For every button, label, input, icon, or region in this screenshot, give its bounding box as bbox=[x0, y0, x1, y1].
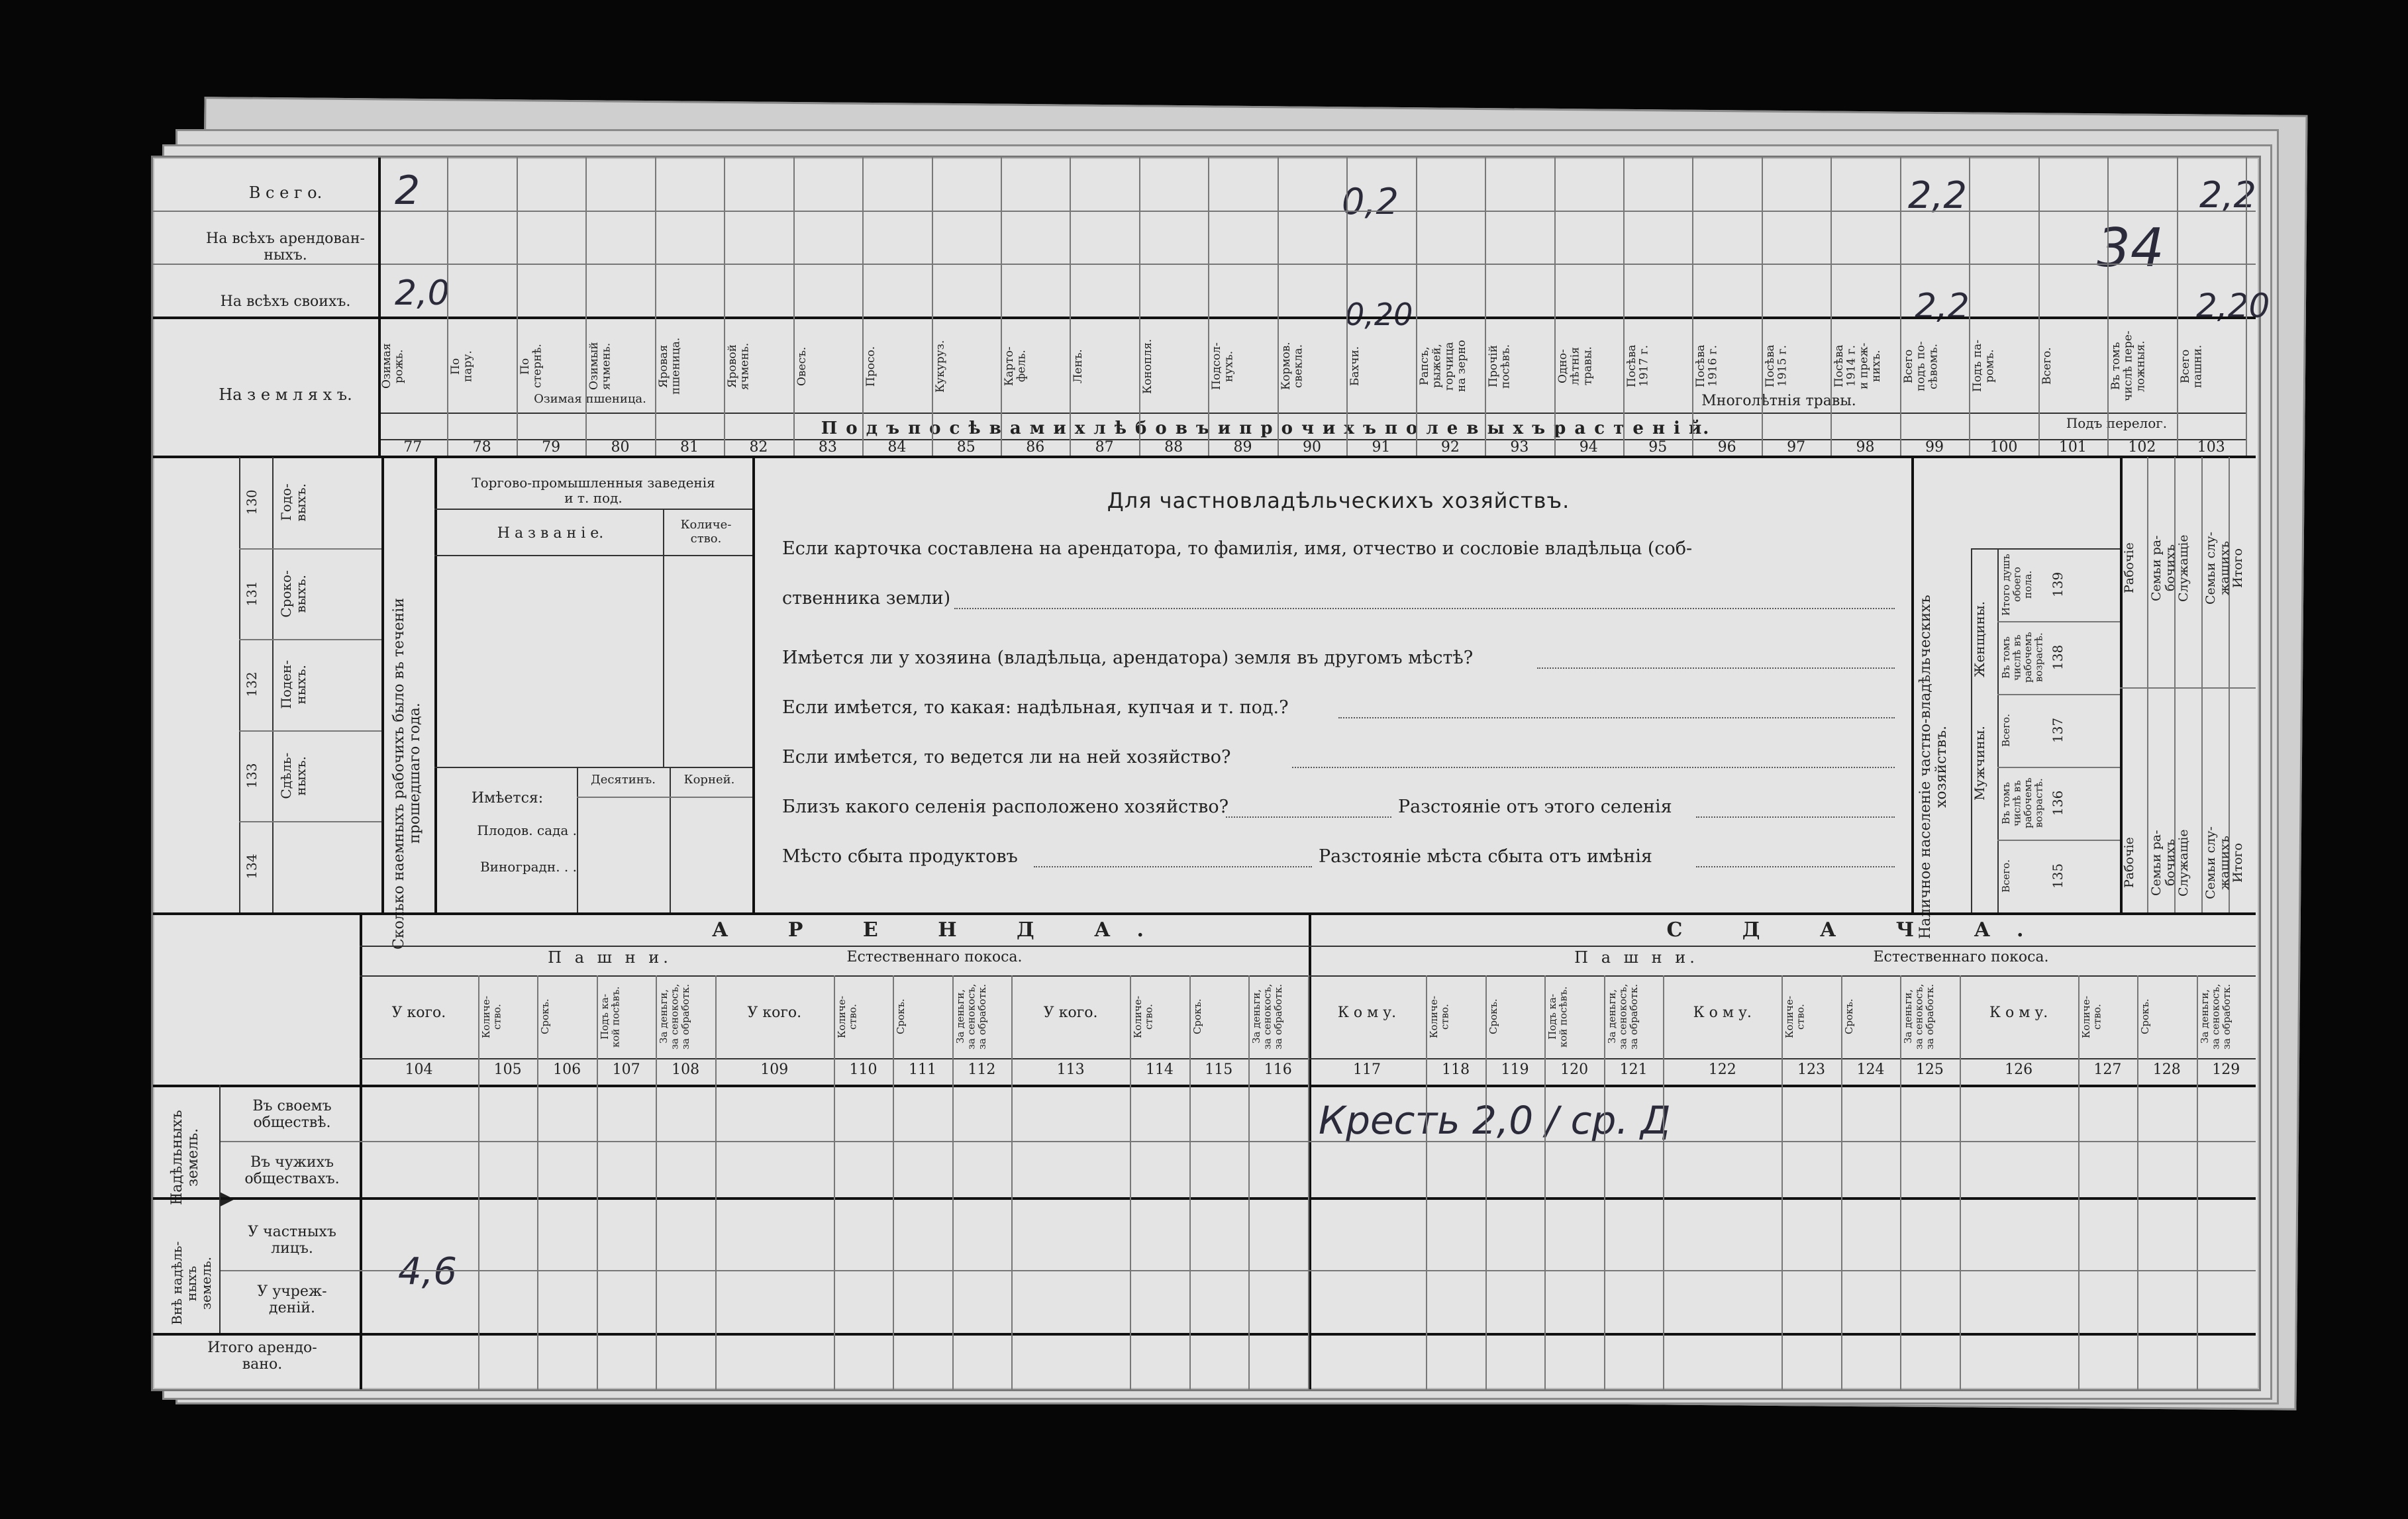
lease-col-label-105: Количе- ство. bbox=[479, 995, 503, 1038]
dots-q6b bbox=[1696, 866, 1895, 867]
lease-col-label-106: Срокъ. bbox=[539, 999, 552, 1035]
rule-trade-head bbox=[434, 555, 752, 556]
lease-col-label-116: За деньги, за сенокосъ, за обработк. bbox=[1250, 983, 1285, 1050]
lease-col-num-121: 121 bbox=[1619, 1061, 1648, 1078]
lease-col-num-127: 127 bbox=[2093, 1061, 2122, 1078]
rule-row-foreign bbox=[153, 1197, 2256, 1200]
lease-col-num-116: 116 bbox=[1264, 1061, 1292, 1078]
rule-lease-col bbox=[1900, 975, 1901, 1389]
lease-col-num-119: 119 bbox=[1501, 1061, 1529, 1078]
population-vertical-label: Наличное населеніе частно-владѣльческихъ хозяйствъ. bbox=[1917, 595, 1950, 939]
hw-r3-77: 2,0 bbox=[395, 273, 450, 313]
trade-qty-header: Количе- ство. bbox=[680, 518, 732, 546]
trade-has: Имѣется: bbox=[471, 790, 544, 807]
row-private: У частныхъ лицъ. bbox=[248, 1224, 336, 1257]
rule-band-top bbox=[378, 413, 2246, 414]
right-bot-1: Семьи ра- бочихъ bbox=[2149, 830, 2178, 896]
row-vne: Внѣ надѣль- ныхъ земель. bbox=[169, 1241, 214, 1326]
rule-lease-col bbox=[1781, 975, 1783, 1389]
lease-col-num-124: 124 bbox=[1856, 1061, 1885, 1078]
pop-num-136: 136 bbox=[2050, 790, 2066, 816]
dots-q5a bbox=[1226, 816, 1391, 818]
rule-lease-col bbox=[2137, 975, 2138, 1389]
rule-crop-col bbox=[447, 158, 448, 456]
rule-crop-col bbox=[517, 158, 518, 456]
private-q5a: Близъ какого селенія расположено хозяйство? bbox=[782, 797, 1229, 817]
lease-col-label-126: К о м у. bbox=[1989, 1004, 2048, 1021]
lease-col-num-129: 129 bbox=[2212, 1061, 2240, 1078]
arenda-pokos: Естественнаго покоса. bbox=[846, 949, 1023, 965]
crop-col-label-88: Конопля. bbox=[1140, 338, 1154, 394]
trade-name-header: Н а з в а н і е. bbox=[497, 525, 604, 542]
rule-crop-col bbox=[1900, 158, 1901, 456]
private-q3: Если имѣется, то какая: надѣльная, купчая и т. под.? bbox=[782, 697, 1289, 718]
row-label-total: В с е г о. bbox=[248, 183, 323, 202]
crop-col-num-100: 100 bbox=[1989, 439, 2018, 456]
lease-col-num-104: 104 bbox=[405, 1061, 433, 1078]
right-top-1: Семьи ра- бочихъ bbox=[2149, 535, 2178, 601]
rule-row-own bbox=[219, 1141, 2256, 1142]
lease-col-num-115: 115 bbox=[1205, 1061, 1233, 1078]
hw-r1-103: 2,2 bbox=[2199, 174, 2256, 216]
trade-korney: Корней. bbox=[683, 773, 735, 787]
pop-label-139: Итого душъ обоего пола. bbox=[2000, 554, 2034, 616]
lease-col-label-107: Подъ ка- кой посѣвъ. bbox=[598, 986, 622, 1048]
pop-num-137: 137 bbox=[2050, 717, 2066, 744]
hw-r3-103: 2,20 bbox=[2196, 287, 2270, 325]
crop-col-num-103: 103 bbox=[2197, 439, 2225, 456]
hw-r1-77: 2 bbox=[395, 168, 421, 214]
lease-col-label-127: Количе- ство. bbox=[2080, 995, 2103, 1038]
rule-crop-col bbox=[1554, 158, 1556, 456]
row-label-own: На всѣхъ своихъ. bbox=[220, 293, 351, 310]
row-label-lands: На з е м л я х ъ. bbox=[219, 385, 352, 404]
row-institutions: У учреж- деній. bbox=[257, 1283, 327, 1317]
arenda-pashni: П а ш н и. bbox=[548, 948, 672, 967]
rule-crop-col bbox=[1139, 158, 1140, 456]
rule-pop-row bbox=[1997, 840, 2120, 841]
lease-col-num-113: 113 bbox=[1056, 1061, 1085, 1078]
rule-lease-col bbox=[1841, 975, 1842, 1389]
crop-col-num-90: 90 bbox=[1302, 439, 1321, 456]
rule-crop-col bbox=[724, 158, 725, 456]
crop-col-label-93: Прочій посѣвъ. bbox=[1487, 344, 1513, 389]
rule-right-col bbox=[2147, 457, 2148, 912]
rule-lease-col bbox=[1248, 975, 1250, 1389]
private-q1a: Если карточка составлена на арендатора, то фамилія, имя, отчество и сословіе владѣльца (соб- bbox=[782, 538, 1693, 559]
lease-col-label-112: За деньги, за сенокосъ, за обработк. bbox=[954, 983, 988, 1050]
lease-col-num-122: 122 bbox=[1708, 1061, 1736, 1078]
pop-men-label: Мужчины. bbox=[1972, 726, 1987, 801]
lease-col-num-117: 117 bbox=[1352, 1061, 1381, 1078]
crop-col-label-91: Бахчи. bbox=[1348, 346, 1362, 387]
row-total-leased: Итого арендо- вано. bbox=[207, 1340, 317, 1373]
crop-col-num-94: 94 bbox=[1579, 439, 1598, 456]
private-q6b: Разстояніе мѣста сбыта отъ имѣнія bbox=[1319, 846, 1652, 867]
rule-top-row1 bbox=[153, 211, 2256, 212]
sdacha-pokos: Естественнаго покоса. bbox=[1873, 949, 2049, 965]
rule-crop-col bbox=[1969, 158, 1970, 456]
crop-col-num-96: 96 bbox=[1717, 439, 1736, 456]
rule-trade-has-col bbox=[577, 767, 578, 912]
crop-col-num-82: 82 bbox=[749, 439, 768, 456]
lease-col-label-111: Срокъ. bbox=[895, 999, 907, 1035]
rule-crop-col bbox=[2177, 158, 2178, 456]
perelog-subhead: Подъ перелог. bbox=[2066, 415, 2168, 431]
rule-lease-col bbox=[893, 975, 894, 1389]
rule-lease-col bbox=[1663, 975, 1664, 1389]
crop-col-label-80: Озимый ячмень. bbox=[587, 342, 614, 391]
rule-trade-has bbox=[434, 767, 752, 768]
pop-label-137: Всего. bbox=[2000, 714, 2012, 747]
dots-q3 bbox=[1338, 717, 1895, 718]
crop-col-label-79: По стернѣ. bbox=[518, 344, 544, 389]
crop-col-num-93: 93 bbox=[1510, 439, 1529, 456]
right-bot-4: Итого bbox=[2231, 843, 2245, 883]
rule-lease-col bbox=[715, 975, 717, 1389]
right-bot-0: Рабочіе bbox=[2122, 837, 2136, 889]
pop-women-label: Женщины. bbox=[1972, 601, 1987, 678]
rule-lease-col bbox=[597, 975, 598, 1389]
rule-crop-col bbox=[1692, 158, 1693, 456]
rule-lease-col bbox=[1189, 975, 1191, 1389]
rule-right-mid bbox=[2120, 687, 2256, 689]
rule-pop-row bbox=[1997, 694, 2120, 695]
rule-lease-col bbox=[834, 975, 835, 1389]
lease-col-num-106: 106 bbox=[553, 1061, 581, 1078]
rule-worker-row bbox=[239, 548, 381, 550]
ozimaya-subhead: Озимая пшеница. bbox=[534, 392, 646, 406]
worker-label-132: Поден- ныхъ. bbox=[278, 660, 309, 709]
rule-pop-top bbox=[1971, 548, 2120, 550]
lease-col-num-125: 125 bbox=[1915, 1061, 1944, 1078]
lease-col-label-118: Количе- ство. bbox=[1428, 995, 1451, 1038]
pop-num-135: 135 bbox=[2050, 863, 2066, 889]
hw-r3-99: 2,2 bbox=[1915, 287, 1970, 326]
lease-col-label-108: За деньги, за сенокосъ, за обработк. bbox=[658, 983, 692, 1050]
rule-lease-col bbox=[952, 975, 954, 1389]
worker-label-133: Сдѣль- ныхъ. bbox=[278, 752, 309, 799]
rule-crop-col bbox=[1208, 158, 1209, 456]
right-top-4: Итого bbox=[2231, 548, 2245, 588]
rule-lease-col bbox=[478, 975, 479, 1389]
crop-col-label-94: Одно- лѣтнія травы. bbox=[1556, 346, 1594, 386]
lease-col-num-108: 108 bbox=[672, 1061, 700, 1078]
lease-col-label-125: За деньги, за сенокосъ, за обработк. bbox=[1902, 983, 1936, 1050]
lease-col-num-114: 114 bbox=[1145, 1061, 1174, 1078]
crop-col-label-102: Въ томъ числѣ пере- ложныя. bbox=[2109, 330, 2148, 402]
right-top-2: Служащіе bbox=[2176, 534, 2191, 602]
hw-sdacha-entry: Кресть 2,0 / ср. Д bbox=[1319, 1098, 1671, 1143]
pop-num-139: 139 bbox=[2050, 571, 2066, 598]
row-own-society: Въ своемъ обществѣ. bbox=[252, 1098, 332, 1132]
crop-col-num-87: 87 bbox=[1095, 439, 1114, 456]
crop-col-label-100: Подъ па- ромъ. bbox=[1971, 340, 1997, 393]
private-q4: Если имѣется, то ведется ли на ней хозяйство? bbox=[782, 747, 1231, 767]
right-top-3: Семьи слу- жащихъ bbox=[2203, 532, 2232, 605]
lease-col-num-126: 126 bbox=[2005, 1061, 2033, 1078]
lease-col-num-128: 128 bbox=[2152, 1061, 2181, 1078]
crop-col-num-78: 78 bbox=[472, 439, 491, 456]
worker-label-130: Годо- выхъ. bbox=[278, 483, 309, 522]
crop-col-num-85: 85 bbox=[956, 439, 976, 456]
crop-col-num-86: 86 bbox=[1026, 439, 1045, 456]
rule-lease-col bbox=[1544, 975, 1546, 1389]
dots-q5b bbox=[1696, 816, 1895, 818]
rule-crop-col bbox=[655, 158, 656, 456]
rule-right-col bbox=[2174, 457, 2176, 912]
rule-lease-col bbox=[2197, 975, 2198, 1389]
crop-col-label-96: Посѣва 1916 г. bbox=[1694, 344, 1721, 388]
worker-num-134: 134 bbox=[244, 854, 260, 880]
rule-workers-num bbox=[272, 457, 274, 912]
crop-col-num-102: 102 bbox=[2128, 439, 2156, 456]
worker-num-132: 132 bbox=[244, 671, 260, 698]
dots-q4 bbox=[1292, 767, 1895, 768]
crop-col-label-85: Кукуруз. bbox=[933, 340, 947, 393]
census-card-sheet bbox=[151, 156, 2270, 1391]
rule-crop-col bbox=[1001, 158, 1002, 456]
rule-worker-row bbox=[239, 730, 381, 732]
rule-crop-col bbox=[1831, 158, 1832, 456]
rule-lease-nums bbox=[153, 1085, 2256, 1087]
pop-num-138: 138 bbox=[2050, 644, 2066, 671]
lease-col-label-119: Срокъ. bbox=[1487, 999, 1499, 1035]
crop-col-num-80: 80 bbox=[611, 439, 630, 456]
lease-col-label-114: Количе- ство. bbox=[1132, 995, 1155, 1038]
workers-vertical-label: Сколько наемныхъ рабочихъ было въ теченіи прошедшаго года. bbox=[391, 597, 424, 950]
crop-col-label-77: Озимая рожь. bbox=[380, 343, 406, 389]
rule-top-left bbox=[378, 158, 381, 456]
rule-pop-row bbox=[1997, 621, 2120, 622]
rule-worker-row bbox=[239, 639, 381, 640]
private-q1b: ственника земли) bbox=[782, 588, 951, 609]
sdacha-title: С Д А Ч А. bbox=[1666, 918, 2050, 942]
worker-num-131: 131 bbox=[244, 581, 260, 607]
lease-col-label-117: К о м у. bbox=[1337, 1004, 1397, 1021]
crop-col-label-82: Яровой ячмень. bbox=[726, 342, 752, 390]
pop-label-135: Всего. bbox=[2000, 859, 2012, 893]
rule-pop-inner bbox=[1997, 548, 1999, 912]
rule-private-right bbox=[1911, 457, 1914, 912]
crop-col-label-78: По пару. bbox=[449, 350, 476, 382]
rule-trade-korney bbox=[670, 767, 671, 912]
crop-col-label-101: Всего. bbox=[2040, 347, 2054, 385]
rule-top-section-end bbox=[153, 456, 2256, 458]
worker-num-130: 130 bbox=[244, 489, 260, 515]
rule-crop-col bbox=[2107, 158, 2109, 456]
crop-col-label-84: Просо. bbox=[864, 346, 878, 387]
crop-col-num-81: 81 bbox=[679, 439, 699, 456]
crop-col-label-98: Посѣва 1914 г. и преж- нихъ. bbox=[1832, 342, 1883, 390]
hw-other-entry: 4,6 bbox=[398, 1250, 458, 1293]
rule-workers-left bbox=[239, 457, 240, 912]
rule-crop-col bbox=[793, 158, 795, 456]
lease-col-num-112: 112 bbox=[968, 1061, 996, 1078]
row-foreign-society: Въ чужихъ обществахъ. bbox=[244, 1154, 340, 1188]
private-q5b: Разстояніе отъ этого селенія bbox=[1398, 797, 1672, 817]
rule-lease-col bbox=[1130, 975, 1131, 1389]
pop-label-138: Въ томъ числѣ въ рабочемъ возрастѣ. bbox=[2000, 632, 2045, 683]
rule-crop-col bbox=[932, 158, 933, 456]
rule-lease-col bbox=[1604, 975, 1605, 1389]
crop-col-num-83: 83 bbox=[818, 439, 837, 456]
lease-col-label-121: За деньги, за сенокосъ, за обработк. bbox=[1605, 983, 1640, 1050]
rule-pop-row bbox=[1997, 767, 2120, 768]
hw-r3-91: 0,20 bbox=[1345, 297, 1413, 332]
crop-col-label-103: Всего пашни. bbox=[2178, 344, 2205, 388]
dots-q2 bbox=[1537, 667, 1895, 669]
rule-crop-col bbox=[2038, 158, 2040, 456]
lease-col-label-104: У кого. bbox=[391, 1004, 446, 1021]
rule-crop-col bbox=[1416, 158, 1417, 456]
rule-private-left bbox=[752, 457, 755, 912]
dots-q1 bbox=[954, 608, 1895, 609]
crop-col-label-83: Овесъ. bbox=[795, 346, 809, 386]
pop-label-136: Въ томъ числѣ въ рабочемъ возрастѣ. bbox=[2000, 777, 2045, 829]
crop-col-num-99: 99 bbox=[1925, 439, 1944, 456]
crop-col-num-98: 98 bbox=[1856, 439, 1875, 456]
trade-vineyard: Виноградн. . . bbox=[479, 859, 577, 875]
rule-crop-col bbox=[1762, 158, 1763, 456]
crop-col-label-87: Ленъ. bbox=[1072, 349, 1085, 383]
rule-lease-col bbox=[2078, 975, 2080, 1389]
lease-col-label-122: К о м у. bbox=[1693, 1004, 1752, 1021]
lease-col-label-128: Срокъ. bbox=[2139, 999, 2152, 1035]
crop-col-num-77: 77 bbox=[403, 439, 423, 456]
rule-crop-col bbox=[2246, 158, 2247, 456]
crop-col-label-95: Посѣва 1917 г. bbox=[1625, 344, 1651, 388]
rule-crop-col bbox=[1485, 158, 1486, 456]
rule-worker-row bbox=[239, 821, 381, 822]
trade-title: Торгово-промышленныя заведенія и т. под. bbox=[472, 475, 715, 506]
rule-lease-col bbox=[1426, 975, 1427, 1389]
lease-col-label-123: Количе- ство. bbox=[1783, 995, 1807, 1038]
crop-col-num-101: 101 bbox=[2058, 439, 2087, 456]
crop-col-num-91: 91 bbox=[1372, 439, 1391, 456]
lease-col-label-120: Подъ ка- кой посѣвъ. bbox=[1546, 986, 1570, 1048]
hw-r1-99: 2,2 bbox=[1908, 174, 1968, 217]
lease-col-label-110: Количе- ство. bbox=[835, 995, 859, 1038]
rule-trade-left bbox=[434, 457, 437, 912]
crop-col-num-97: 97 bbox=[1787, 439, 1806, 456]
right-bot-2: Служащіе bbox=[2176, 829, 2191, 897]
lease-col-label-124: Срокъ. bbox=[1842, 999, 1855, 1035]
lease-col-label-115: Срокъ. bbox=[1191, 999, 1203, 1035]
crop-col-num-84: 84 bbox=[887, 439, 907, 456]
crop-col-num-92: 92 bbox=[1440, 439, 1460, 456]
rule-row-private bbox=[219, 1270, 2256, 1271]
lease-col-num-118: 118 bbox=[1442, 1061, 1470, 1078]
crop-col-num-79: 79 bbox=[542, 439, 561, 456]
hw-r1-91: 0,2 bbox=[1342, 181, 1399, 222]
sdacha-pashni: П а ш н и. bbox=[1574, 948, 1699, 967]
rule-top-row3 bbox=[153, 317, 2256, 319]
worker-label-131: Сроко- выхъ. bbox=[278, 569, 309, 618]
rule-trade-qty bbox=[663, 509, 664, 767]
private-title: Для частновладѣльческихъ хозяйствъ. bbox=[1107, 488, 1570, 513]
rule-lease-col bbox=[1011, 975, 1013, 1389]
lease-col-num-123: 123 bbox=[1797, 1061, 1825, 1078]
arrow-marker-icon: ▶ bbox=[219, 1187, 235, 1210]
trade-garden: Плодов. сада . bbox=[477, 822, 577, 838]
crop-col-label-92: Рапсъ, рыжей, горчица на зерно bbox=[1417, 340, 1468, 393]
rule-crop-col bbox=[862, 158, 864, 456]
crop-col-label-89: Подсол- нухъ. bbox=[1210, 342, 1236, 390]
rule-trade-subhead bbox=[577, 797, 752, 798]
lease-col-num-105: 105 bbox=[493, 1061, 522, 1078]
crop-col-label-99: Всего подъ по- сѣвомъ. bbox=[1901, 341, 1940, 391]
rule-lease-col bbox=[537, 975, 538, 1389]
rule-lease-title bbox=[360, 946, 2256, 947]
lease-col-label-129: За деньги, за сенокосъ, за обработк. bbox=[2198, 983, 2232, 1050]
row-nadel: Надѣльныхъ земель. bbox=[169, 1110, 202, 1205]
worker-num-133: 133 bbox=[244, 763, 260, 789]
rule-trade-title bbox=[434, 509, 752, 510]
crop-col-num-89: 89 bbox=[1233, 439, 1252, 456]
rule-lease-col bbox=[1960, 975, 1961, 1389]
rule-lease-col bbox=[1308, 975, 1309, 1389]
mnogolet-subhead: Многолѣтнія травы. bbox=[1701, 393, 1856, 409]
rule-lease-col bbox=[656, 975, 657, 1389]
rule-workers-right bbox=[381, 457, 384, 912]
lease-col-num-111: 111 bbox=[908, 1061, 936, 1078]
rule-lease-col bbox=[1485, 975, 1487, 1389]
private-q2: Имѣется ли у хозяина (владѣльца, арендатора) земля въ другомъ мѣстѣ? bbox=[782, 648, 1474, 668]
arenda-title: А Р Е Н Д А. bbox=[712, 918, 1170, 942]
rule-top-row2 bbox=[153, 264, 2256, 265]
right-top-0: Рабочіе bbox=[2122, 542, 2136, 594]
rule-mid-section-end bbox=[153, 912, 2256, 915]
crop-col-label-97: Посѣва 1915 г. bbox=[1763, 344, 1789, 388]
crops-band-title: П о д ъ п о с ѣ в а м и х л ѣ б о в ъ и п р о ч и х ъ п о л е в ы х ъ р а с т е н і й. bbox=[821, 418, 1711, 438]
lease-col-label-113: У кого. bbox=[1043, 1004, 1098, 1021]
crop-col-label-86: Карто- фель. bbox=[1003, 346, 1028, 386]
rule-crop-col bbox=[1278, 158, 1279, 456]
private-q6a: Мѣсто сбыта продуктовъ bbox=[782, 846, 1018, 867]
rule-right-col bbox=[2201, 457, 2203, 912]
lease-col-num-110: 110 bbox=[849, 1061, 878, 1078]
rule-row-inst bbox=[153, 1333, 2256, 1336]
rule-crop-col bbox=[1346, 158, 1348, 456]
lease-col-label-109: У кого. bbox=[747, 1004, 802, 1021]
lease-col-num-109: 109 bbox=[760, 1061, 789, 1078]
rule-row-groups bbox=[219, 1085, 221, 1333]
dots-q6a bbox=[1034, 866, 1312, 867]
trade-desyat: Десятинъ. bbox=[591, 773, 656, 787]
rule-crop-col bbox=[1070, 158, 1071, 456]
hw-r2-side: 34 bbox=[2097, 217, 2164, 279]
rule-crop-col bbox=[1623, 158, 1625, 456]
right-bot-3: Семьи слу- жащихъ bbox=[2203, 826, 2232, 899]
rule-crop-col bbox=[585, 158, 587, 456]
crop-col-num-95: 95 bbox=[1648, 439, 1668, 456]
rule-right-col bbox=[2229, 457, 2230, 912]
lease-col-num-120: 120 bbox=[1560, 1061, 1589, 1078]
row-label-rented: На всѣхъ арендован- ныхъ. bbox=[206, 230, 365, 264]
crop-col-label-90: Кормов. свекла. bbox=[1279, 342, 1305, 391]
crop-col-num-88: 88 bbox=[1164, 439, 1183, 456]
lease-col-num-107: 107 bbox=[612, 1061, 640, 1078]
crop-col-label-81: Яровая пшеница. bbox=[656, 337, 683, 395]
